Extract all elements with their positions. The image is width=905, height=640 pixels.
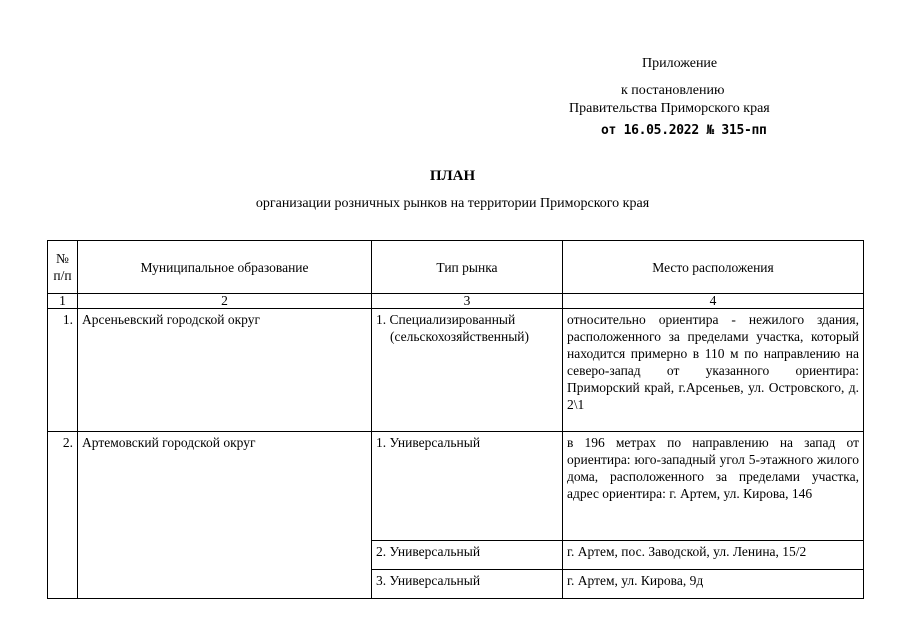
table-row <box>48 432 864 541</box>
location-cell: относительно ориентира - нежилого здания, расположенного за пределами участка, который находится примерно в 110 м по направлению на северо-запад от указанного ориентира: Приморский край, г.Арсеньев, ул. Островского, д. 2\1 <box>563 309 864 432</box>
market-type-cell: 1. Универсальный <box>372 432 563 541</box>
municipality-cell: Артемовский городской округ <box>78 432 372 599</box>
location-cell: г. Артем, пос. Заводской, ул. Ленина, 15/2 <box>563 541 864 570</box>
market-type-line: (сельскохозяйственный) <box>390 329 529 344</box>
row-number: 1. <box>48 309 78 432</box>
column-number: 3 <box>372 294 563 309</box>
table-row <box>48 309 864 432</box>
market-type-cell: 2. Универсальный <box>372 541 563 570</box>
header-num: № п/п <box>48 241 78 294</box>
row-number: 2. <box>48 432 78 599</box>
column-number: 1 <box>48 294 78 309</box>
government-name: Правительства Приморского края <box>569 101 770 116</box>
location-cell: г. Артем, ул. Кирова, 9д <box>563 570 864 599</box>
market-type-cell <box>372 309 563 432</box>
municipality-cell: Арсеньевский городской округ <box>78 309 372 432</box>
header-municipality: Муниципальное образование <box>78 241 372 294</box>
column-number: 4 <box>563 294 864 309</box>
column-number-row <box>48 294 864 309</box>
column-number: 2 <box>78 294 372 309</box>
appendix-label: Приложение <box>642 56 718 71</box>
document-subtitle: организации розничных рынков на территории Приморского края <box>255 196 650 211</box>
market-type-cell: 3. Универсальный <box>372 570 563 599</box>
market-type-line: 1. Специализированный <box>376 312 516 327</box>
location-cell: в 196 метрах по направлению на запад от ориентира: юго-западный угол 5-этажного жилого дома, расположенного за пределами участка, адрес ориентира: г. Артем, ул. Кирова, 146 <box>563 432 864 541</box>
markets-table <box>47 240 864 599</box>
resolution-date-number: от 16.05.2022 № 315-пп <box>601 123 767 138</box>
resolution-ref: к постановлению <box>621 83 725 98</box>
document-title: ПЛАН <box>429 168 476 184</box>
header-market-type: Тип рынка <box>372 241 563 294</box>
table-header-row <box>48 241 864 294</box>
header-location: Место расположения <box>563 241 864 294</box>
